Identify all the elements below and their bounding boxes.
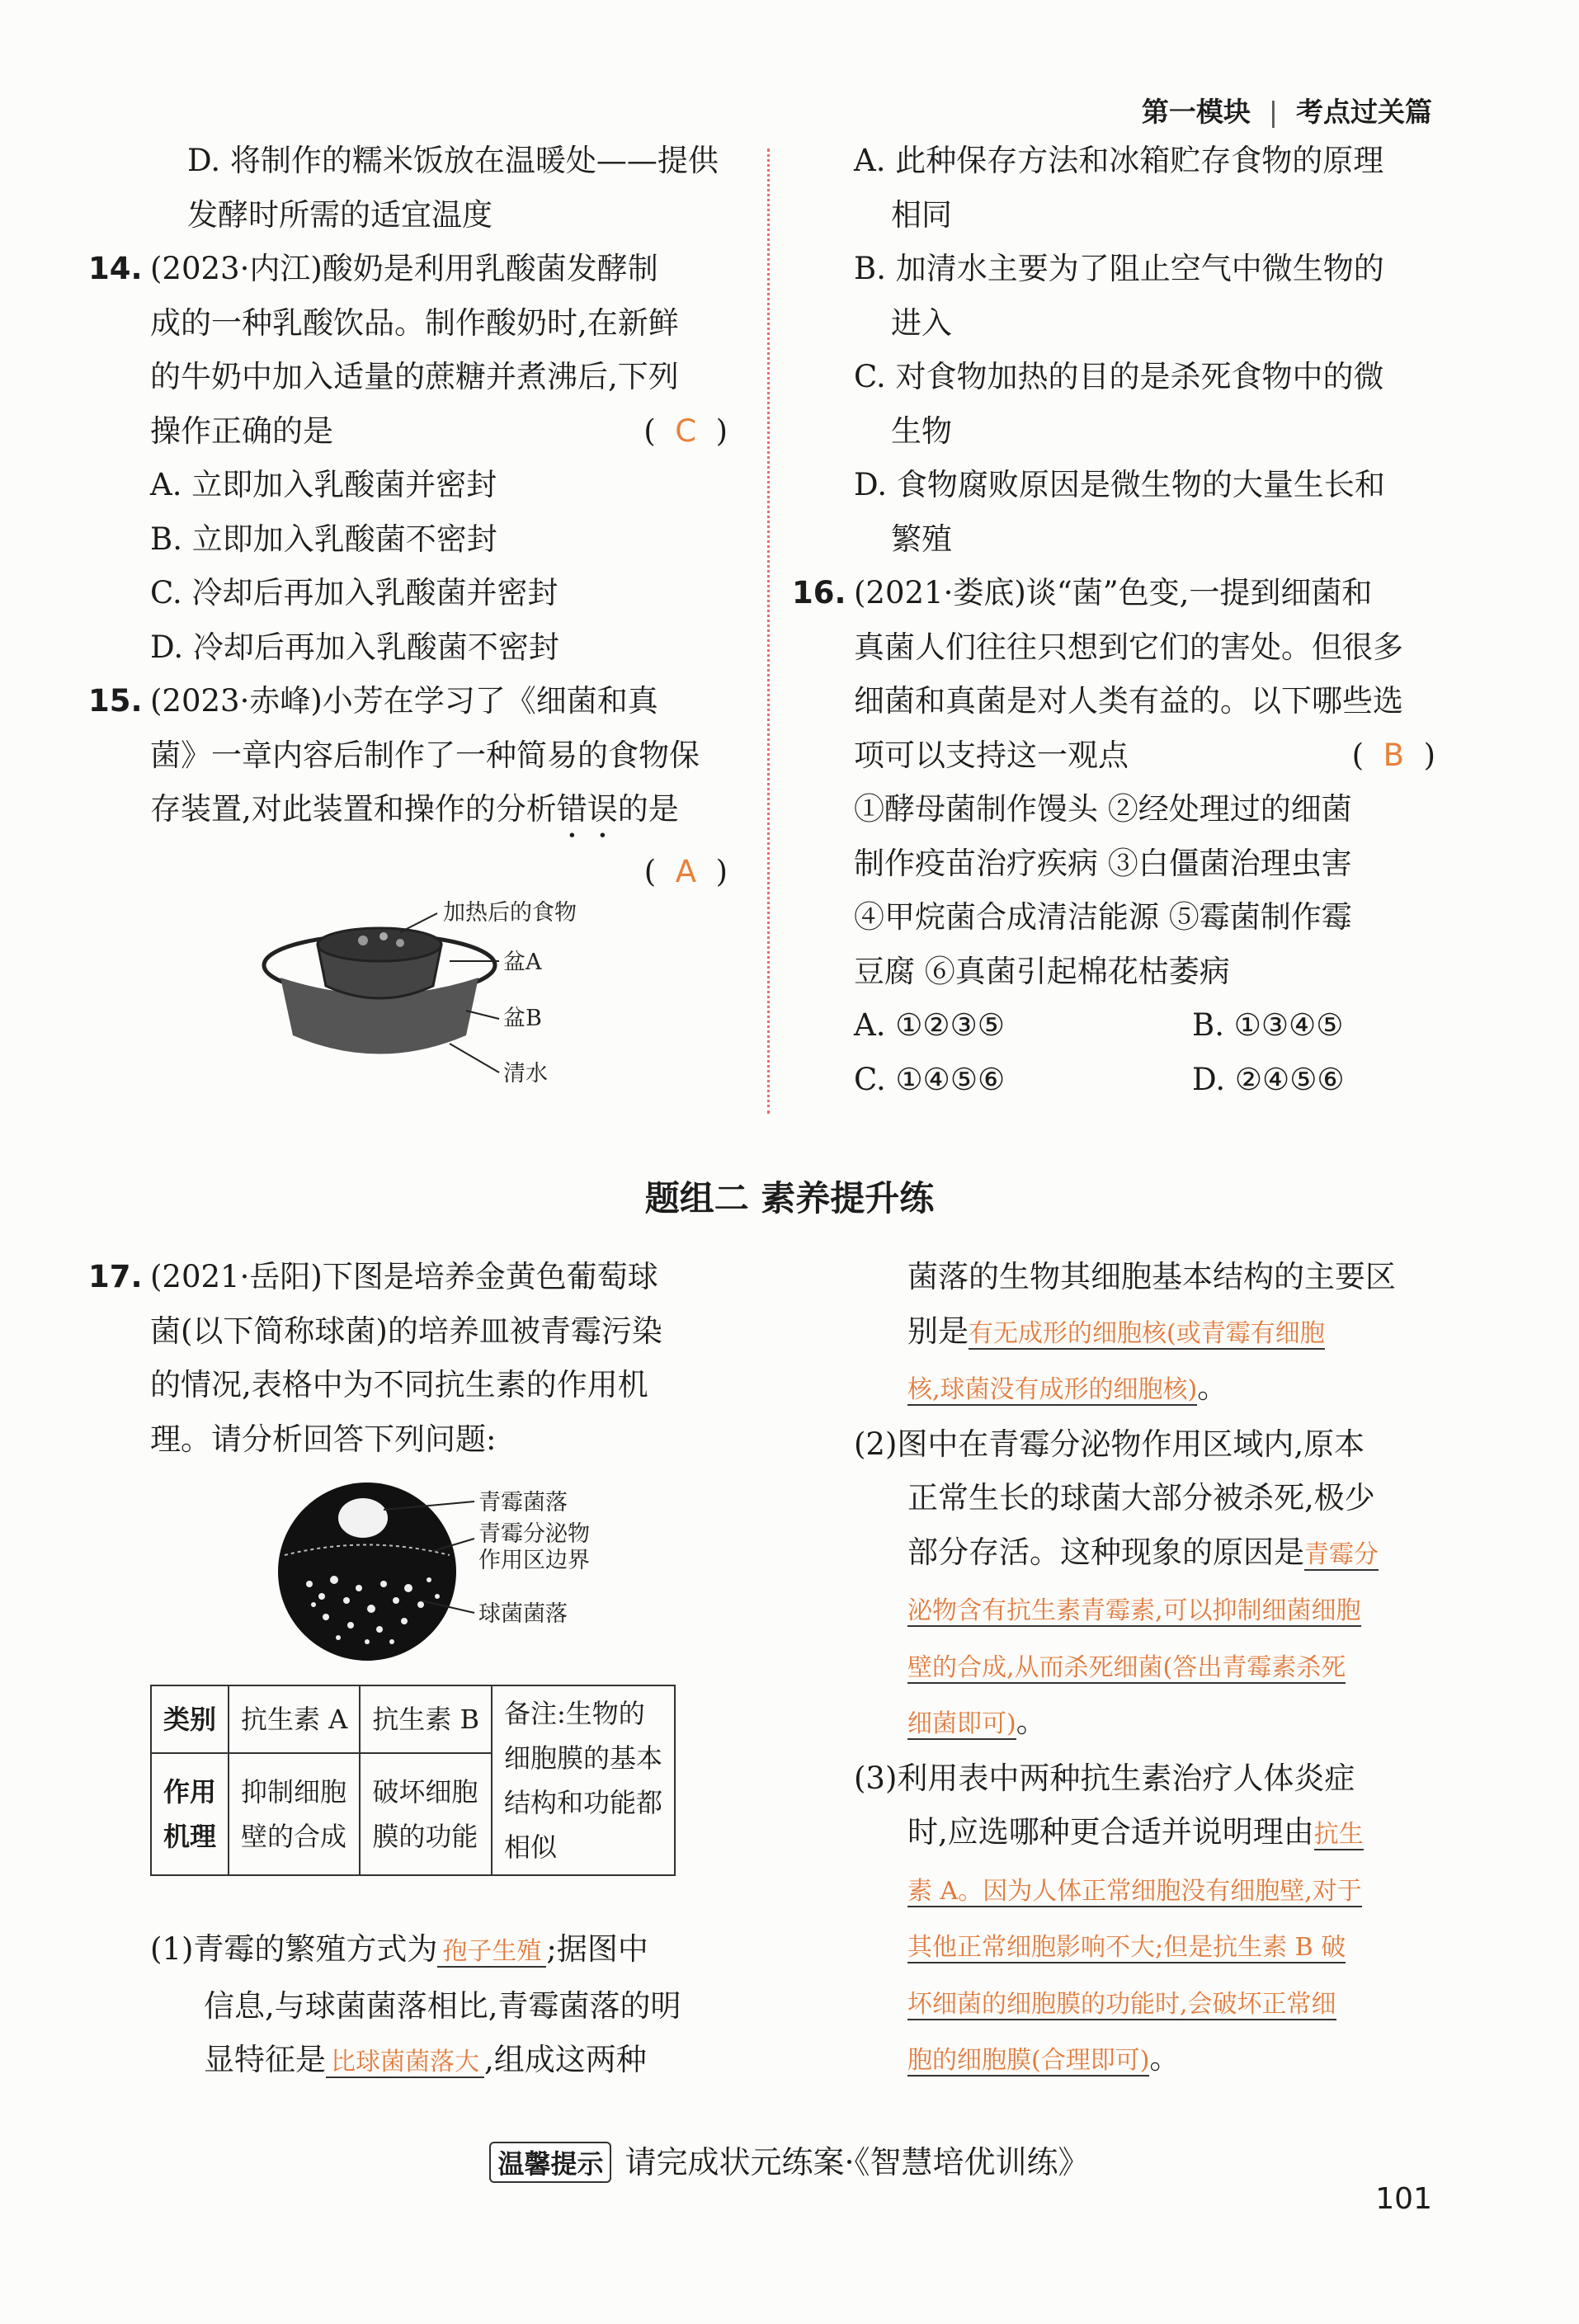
table-antibiotic-a: 抗生素 A: [229, 1685, 360, 1753]
q17-answer-4a: 青霉分: [1304, 1539, 1379, 1569]
tip-label: 温馨提示: [489, 2142, 611, 2183]
table-a-mechanism: 抑制细胞 壁的合成: [229, 1753, 360, 1875]
label-penicillium: 青霉菌落: [478, 1490, 568, 1516]
q15-option-b-cont: 进入: [891, 304, 952, 341]
q17-answer-5b: 素 A。因为人体正常细胞没有细胞壁,对于: [907, 1876, 1362, 1906]
q16-option-d: D. ②④⑤⑥: [1192, 1061, 1345, 1097]
q14-stem-4: 操作正确的是: [150, 412, 333, 449]
label-boundary: 作用区边界: [478, 1548, 590, 1573]
q13-option-d: D. 将制作的糯米饭放在温暖处——提供: [187, 143, 719, 178]
q14-answer-bracket: ( C ): [643, 412, 728, 449]
q14-number: 14.: [88, 251, 143, 286]
q15-option-a: A. 此种保存方法和冰箱贮存食物的原理: [854, 143, 1384, 178]
q16-number: 16.: [792, 575, 846, 610]
q17-left: [88, 1250, 732, 1466]
q17-right: 菌落的生物其细胞基本结构的主要区 别是有无成形的细胞核(或青霉有细胞 核,球菌没有成形的细胞核)。 (2)图中在青霉分泌物作用区域内,原本 正常生长的球菌大部分被杀死,极少 部分存活。这种现象的原因是青霉分 泌物含有抗生素青霉素,可以抑制细菌细胞 壁的合成,从而杀死细菌(答出青霉素杀死 细菌即可)。 (3)利用表中两种抗生素治疗人体炎症 时,应选哪种更合适并说明理由抗生 素 A。因为人体正常细胞没有细胞壁,对于 其他正常细胞影响不大;但是抗生素 B 破 坏细菌的细胞膜的功能时,会破坏正常细 胞的细胞膜(合理即可)。: [854, 1250, 1435, 2088]
q14-answer: C: [675, 412, 697, 449]
q15-option-c: C. 对食物加热的目的是杀死食物中的微: [854, 359, 1384, 394]
module-label: 第一模块: [1141, 96, 1251, 128]
q17-stem-3: 的情况,表格中为不同抗生素的作用机: [150, 1367, 648, 1402]
label-basin-a: 盆A: [503, 950, 542, 975]
q15-stem-1: (2023·赤峰)小芳在学习了《细菌和真: [150, 683, 658, 719]
q15-stem-2: 菌》一章内容后制作了一种简易的食物保: [150, 737, 700, 773]
table-note: 备注:生物的 细胞膜的基本 结构和功能都 相似: [492, 1685, 675, 1875]
q16-item-3: ④甲烷菌合成清洁能源 ⑤霉菌制作霉: [854, 899, 1352, 935]
q13-option-d-cont: 发酵时所需的适宜温度: [187, 196, 493, 233]
table-antibiotic-b: 抗生素 B: [360, 1685, 492, 1753]
q16-option-b: B. ①③④⑤: [1192, 1007, 1344, 1043]
q15-number: 15.: [88, 683, 143, 719]
q16-answer: B: [1383, 737, 1405, 773]
header-separator: |: [1268, 96, 1278, 128]
q17-answer-5a: 抗生: [1313, 1820, 1364, 1849]
label-secretion: 青霉分泌物: [478, 1521, 590, 1547]
q15-answer: A: [675, 854, 697, 889]
q16-answer-bracket: ( B ): [1351, 737, 1435, 773]
q17-stem-4: 理。请分析回答下列问题:: [150, 1421, 497, 1457]
heated-food: [318, 928, 441, 961]
table-header-type: 类别: [151, 1685, 229, 1753]
q14-stem-3: 的牛奶中加入适量的蔗糖并煮沸后,下列: [150, 359, 679, 394]
q17-p2-line2: 正常生长的球菌大部分被杀死,极少: [907, 1480, 1375, 1516]
q15-stem-3: 存装置,对此装置和操作的分析错误的是: [150, 791, 679, 827]
q15-emphasis: 错误: [556, 791, 618, 827]
label-heated-food: 加热后的食物: [443, 900, 577, 926]
q17-answer-5c: 其他正常细胞影响不大;但是抗生素 B 破: [907, 1933, 1346, 1962]
penicillium-colony: [338, 1498, 388, 1538]
q16-stem-2: 真菌人们往往只想到它们的害处。但很多: [854, 629, 1403, 665]
q17-p2-line1: (2)图中在青霉分泌物作用区域内,原本: [854, 1426, 1365, 1462]
q16-option-c: C. ①④⑤⑥: [854, 1061, 1006, 1097]
q15-option-d-cont: 繁殖: [891, 521, 952, 557]
q17-p3-line1: (3)利用表中两种抗生素治疗人体炎症: [854, 1760, 1355, 1796]
q17-part1: (1)青霉的繁殖方式为 孢子生殖 ;据图中 信息,与球菌菌落相比,青霉菌落的明 显特征是 比球菌菌落大 ,组成这两种: [150, 1922, 732, 2090]
left-column-top: [88, 134, 728, 899]
table-header-mechanism: 作用 机理: [151, 1753, 229, 1875]
q14-option-d: D. 冷却后再加入乳酸菌不密封: [150, 629, 559, 665]
question-15: [88, 674, 728, 899]
q17-answer-5d: 坏细菌的细胞膜的功能时,会破坏正常细: [907, 1989, 1336, 2019]
right-column-top: [792, 134, 1435, 1106]
q16-item-2: 制作疫苗治疗疾病 ③白僵菌治理虫害: [854, 845, 1352, 881]
q17-answer-2: 比球菌菌落大: [326, 2048, 484, 2078]
q14-option-a: A. 立即加入乳酸菌并密封: [150, 467, 497, 502]
q15-option-d: D. 食物腐败原因是微生物的大量生长和: [854, 467, 1385, 502]
q16-stem-3: 细菌和真菌是对人类有益的。以下哪些选: [854, 683, 1403, 719]
tip-text: 请完成状元练案·《智慧培优训练》: [625, 2144, 1090, 2180]
q15-answer-bracket: ( A ): [643, 854, 728, 889]
q14-option-b: B. 立即加入乳酸菌不密封: [150, 521, 497, 557]
label-water: 清水: [503, 1061, 548, 1087]
question-16: [792, 566, 1435, 1106]
petri-dish-figure: [276, 1477, 631, 1666]
q14-stem-2: 成的一种乳酸饮品。制作酸奶时,在新鲜: [150, 304, 679, 341]
page-number: 101: [1375, 2182, 1432, 2216]
table-b-mechanism: 破坏细胞 膜的功能: [360, 1753, 492, 1875]
page-header: [1142, 91, 1432, 130]
q17-r1-line1: 菌落的生物其细胞基本结构的主要区: [907, 1259, 1396, 1294]
q15-option-b: B. 加清水主要为了阻止空气中微生物的: [854, 251, 1384, 286]
footer-tip: [0, 2137, 1579, 2183]
food-preservation-figure: [260, 895, 639, 1089]
q17-answer-1: 孢子生殖: [437, 1937, 546, 1968]
q14-stem-1: (2023·内江)酸奶是利用乳酸菌发酵制: [150, 251, 658, 286]
q15-option-a-cont: 相同: [891, 196, 952, 233]
section-title: 题组二 素养提升练: [644, 1178, 935, 1219]
q17-answer-5e: 胞的细胞膜(合理即可): [907, 2046, 1150, 2075]
antibiotic-table: [150, 1685, 676, 1876]
q16-item-4: 豆腐 ⑥真菌引起棉花枯萎病: [854, 953, 1230, 989]
q17-answer-3a: 有无成形的细胞核(或青霉有细胞: [969, 1318, 1325, 1348]
q15-option-c-cont: 生物: [891, 412, 952, 449]
question-14: [88, 242, 728, 674]
q17-p1-line2: 信息,与球菌菌落相比,青霉菌落的明: [204, 1987, 681, 2024]
q14-option-c: C. 冷却后再加入乳酸菌并密封: [150, 575, 559, 610]
q16-item-1: ①酵母菌制作馒头 ②经处理过的细菌: [854, 791, 1352, 827]
q16-option-a: A. ①②③⑤: [854, 1007, 1005, 1043]
label-basin-b: 盆B: [503, 1006, 542, 1031]
q17-stem-2: 菌(以下简称球菌)的培养皿被青霉污染: [150, 1313, 662, 1349]
q17-stem-1: (2021·岳阳)下图是培养金黄色葡萄球: [150, 1259, 658, 1294]
label-staph: 球菌菌落: [478, 1601, 568, 1627]
column-divider: [767, 148, 770, 1114]
q17-answer-4d: 细菌即可): [907, 1709, 1016, 1738]
q17-number: 17.: [88, 1259, 143, 1294]
q16-stem-4: 项可以支持这一观点: [854, 737, 1129, 773]
q16-stem-1: (2021·娄底)谈“菌”色变,一提到细菌和: [854, 575, 1373, 610]
q17-answer-4c: 壁的合成,从而杀死细菌(答出青霉素杀死: [907, 1652, 1346, 1682]
section-label: 考点过关篇: [1296, 96, 1432, 128]
q17-answer-4b: 泌物含有抗生素青霉素,可以抑制细菌细胞: [907, 1596, 1361, 1625]
q17-answer-3b: 核,球菌没有成形的细胞核): [907, 1375, 1198, 1404]
